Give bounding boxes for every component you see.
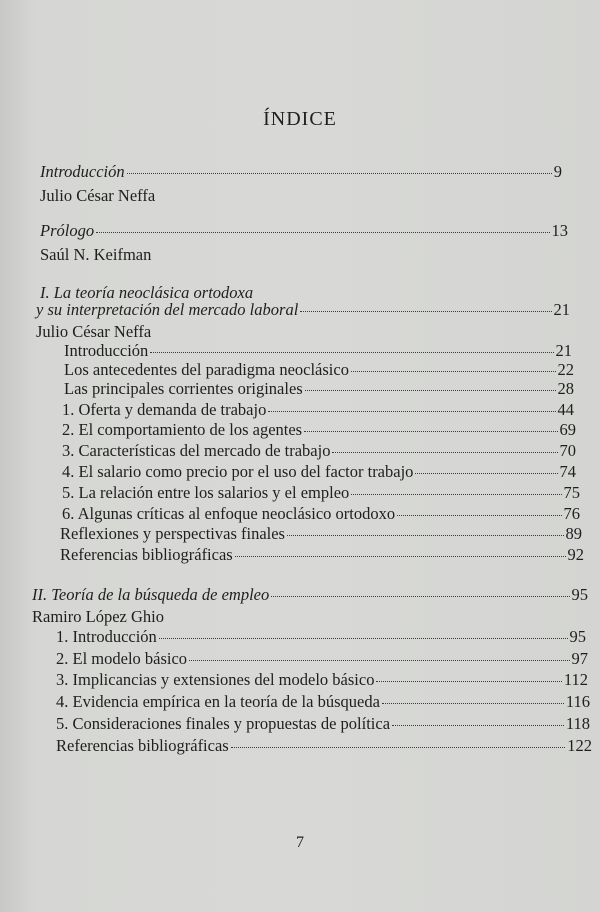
page-title: ÍNDICE	[263, 108, 337, 130]
toc-author: Ramiro López Ghio	[32, 607, 164, 626]
toc-entry-page: 122	[567, 736, 592, 755]
toc-entry-page: 97	[571, 649, 588, 668]
toc-entry-page: 70	[559, 441, 576, 460]
toc-entry-label: 6. Algunas críticas al enfoque neoclásico ortodoxo	[62, 504, 396, 523]
toc-entry	[56, 736, 592, 758]
dot-leader	[304, 431, 557, 432]
toc-entry-page: 21	[555, 341, 572, 360]
dot-leader	[397, 515, 561, 516]
dot-leader	[127, 173, 552, 174]
toc-entry-page: 116	[565, 692, 590, 711]
toc-entry-label: 5. La relación entre los salarios y el empleo	[62, 483, 350, 502]
toc-entry-label: y su interpretación del mercado laboral	[36, 300, 299, 319]
toc-entry-label: Referencias bibliográficas	[56, 736, 229, 755]
chapter-title: I. La teoría neoclásica ortodoxa	[40, 283, 254, 302]
dot-leader	[268, 411, 555, 412]
toc-entry-page: 89	[565, 524, 582, 543]
toc-entry-label: Introducción	[64, 341, 149, 360]
toc-entry-label: 2. El comportamiento de los agentes	[62, 420, 303, 439]
toc-entry-page: 9	[553, 162, 562, 181]
toc-entry-page: 112	[563, 670, 588, 689]
toc-entry-page: 76	[563, 504, 580, 523]
toc-entry-page: 92	[567, 545, 584, 564]
toc-entry-label: 3. Implicancias y extensiones del modelo básico	[56, 670, 375, 689]
dot-leader	[376, 681, 561, 682]
toc-entry	[60, 545, 584, 567]
toc-entry-label: 2. El modelo básico	[56, 649, 188, 668]
toc-entry	[62, 504, 580, 526]
dot-leader	[351, 371, 556, 372]
toc-entry	[62, 441, 576, 463]
toc-entry-page: 13	[551, 221, 568, 240]
toc-entry	[56, 627, 586, 649]
toc-entry-label: Los antecedentes del paradigma neoclásico	[64, 360, 349, 379]
toc-entry	[56, 714, 590, 736]
toc-author: Julio César Neffa	[40, 186, 156, 205]
toc-entry	[56, 670, 588, 692]
toc-entry-page: 75	[563, 483, 580, 502]
toc-entry-label: Introducción	[40, 162, 125, 181]
toc-entry-page: 95	[569, 627, 586, 646]
toc-entry	[32, 585, 588, 607]
toc-entry	[62, 420, 576, 442]
page-number: 7	[296, 834, 304, 851]
toc-entry-label: II. Teoría de la búsqueda de empleo	[32, 585, 270, 604]
dot-leader	[231, 747, 566, 748]
toc-author: Saúl N. Keifman	[40, 245, 152, 264]
toc-entry-page: 44	[557, 400, 574, 419]
dot-leader	[235, 556, 566, 557]
toc-entry-label: 1. Introducción	[56, 627, 157, 646]
toc-entry-label: 4. El salario como precio por el uso del factor trabajo	[62, 462, 414, 481]
toc-entry-page: 22	[557, 360, 574, 379]
toc-entry	[64, 379, 574, 401]
dot-leader	[305, 390, 556, 391]
toc-entry-label: Las principales corrientes originales	[64, 379, 303, 398]
toc-entry-page: 74	[559, 462, 576, 481]
toc-entry-label: 4. Evidencia empírica en la teoría de la búsqueda	[56, 692, 380, 711]
toc-entry-label: Referencias bibliográficas	[60, 545, 233, 564]
dot-leader	[159, 638, 568, 639]
toc-entry-label: Reflexiones y perspectivas finales	[60, 524, 285, 543]
toc-entry	[62, 483, 580, 505]
toc-author: Julio César Neffa	[36, 322, 152, 341]
toc-entry-page: 69	[559, 420, 576, 439]
toc-entry	[62, 462, 576, 484]
dot-leader	[287, 535, 564, 536]
toc-entry	[56, 692, 590, 714]
toc-entry-page: 118	[565, 714, 590, 733]
dot-leader	[189, 660, 569, 661]
dot-leader	[392, 725, 564, 726]
toc-entry	[60, 524, 582, 546]
dot-leader	[351, 494, 561, 495]
toc-entry	[56, 649, 588, 671]
toc-entry-page: 28	[557, 379, 574, 398]
toc-entry	[40, 221, 568, 243]
toc-entry-page: 21	[553, 300, 570, 319]
dot-leader	[332, 452, 557, 453]
dot-leader	[96, 232, 549, 233]
dot-leader	[300, 311, 551, 312]
toc-entry-label: 1. Oferta y demanda de trabajo	[62, 400, 267, 419]
toc-entry	[62, 400, 574, 422]
toc-entry	[40, 162, 562, 184]
toc-entry-page: 95	[571, 585, 588, 604]
toc-entry-label: 3. Características del mercado de trabajo	[62, 441, 331, 460]
toc-entry	[36, 300, 570, 322]
dot-leader	[415, 473, 557, 474]
dot-leader	[271, 596, 569, 597]
toc-entry-label: 5. Consideraciones finales y propuestas de política	[56, 714, 391, 733]
toc-entry-label: Prólogo	[40, 221, 95, 240]
dot-leader	[150, 352, 553, 353]
dot-leader	[382, 703, 564, 704]
